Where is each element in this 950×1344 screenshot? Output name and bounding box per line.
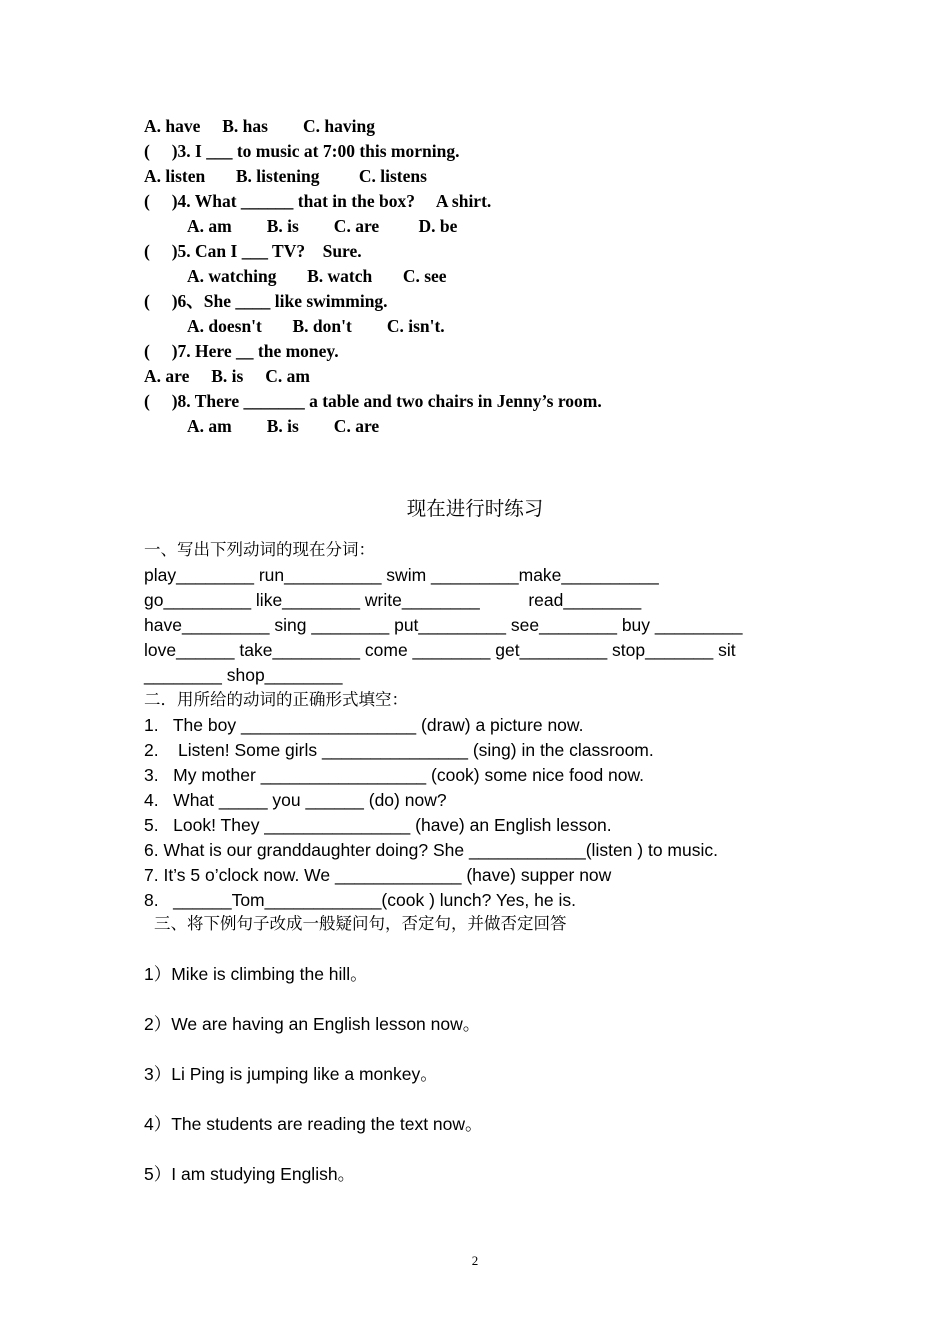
mc-options-7: A. are B. is C. am (144, 366, 310, 386)
mc-options-line: A. have B. has C. having (144, 116, 375, 136)
part3-heading: 三、将下例句子改成一般疑问句，否定句，并做否定回答 (154, 914, 567, 933)
part3-item: 5）I am studying English。 (144, 1164, 356, 1184)
part2-item: 5. Look! They _______________ (have) an English lesson. (144, 815, 612, 835)
mc-options-8: A. am B. is C. are (187, 416, 380, 436)
part2-item: 8. ______Tom____________(cook ) lunch? Yes, he is. (144, 890, 576, 910)
part1-row: go_________ like________ write________ read________ (144, 590, 642, 610)
mc-question-4: ( )4. What ______ that in the box? A shirt. (144, 191, 492, 211)
part2-item: 3. My mother _________________ (cook) some nice food now. (144, 765, 645, 785)
part3-item: 1）Mike is climbing the hill。 (144, 964, 368, 984)
part1-heading: 一、写出下列动词的现在分词： (144, 540, 375, 559)
part2-item: 1. The boy __________________ (draw) a picture now. (144, 715, 584, 735)
part2-heading: 二．用所给的动词的正确形式填空： (144, 690, 408, 709)
mc-question-8: ( )8. There _______ a table and two chairs in Jenny’s room. (144, 391, 602, 411)
mc-question-5: ( )5. Can I ___ TV? Sure. (144, 241, 362, 261)
mc-options-4: A. am B. is C. are D. be (187, 216, 458, 236)
part2-item: 2. Listen! Some girls _______________ (sing) in the classroom. (144, 740, 654, 760)
part2-item: 7. It’s 5 o’clock now. We _____________ (have) supper now (144, 865, 612, 885)
mc-question-3: ( )3. I ___ to music at 7:00 this morning. (144, 141, 460, 161)
part3-item: 4）The students are reading the text now。 (144, 1114, 483, 1134)
part2-item: 4. What _____ you ______ (do) now? (144, 790, 447, 810)
mc-question-6: ( )6、She ____ like swimming. (144, 291, 388, 311)
part1-row: have_________ sing ________ put_________ see________ buy _________ (144, 615, 743, 635)
part2-item: 6. What is our granddaughter doing? She ____________(listen ) to music. (144, 840, 718, 860)
part3-item: 2）We are having an English lesson now。 (144, 1014, 481, 1034)
mc-options-5: A. watching B. watch C. see (187, 266, 447, 286)
mc-question-7: ( )7. Here __ the money. (144, 341, 339, 361)
part3-item: 3）Li Ping is jumping like a monkey。 (144, 1064, 438, 1084)
part1-row: ________ shop________ (144, 665, 343, 685)
mc-options-3: A. listen B. listening C. listens (144, 166, 427, 186)
part1-row: play________ run__________ swim _________make__________ (144, 565, 659, 585)
section-title: 现在进行时练习 (406, 497, 544, 520)
page-number: 2 (471, 1253, 479, 1268)
part1-row: love______ take_________ come ________ get_________ stop_______ sit (144, 640, 736, 660)
mc-options-6: A. doesn't B. don't C. isn't. (187, 316, 445, 336)
